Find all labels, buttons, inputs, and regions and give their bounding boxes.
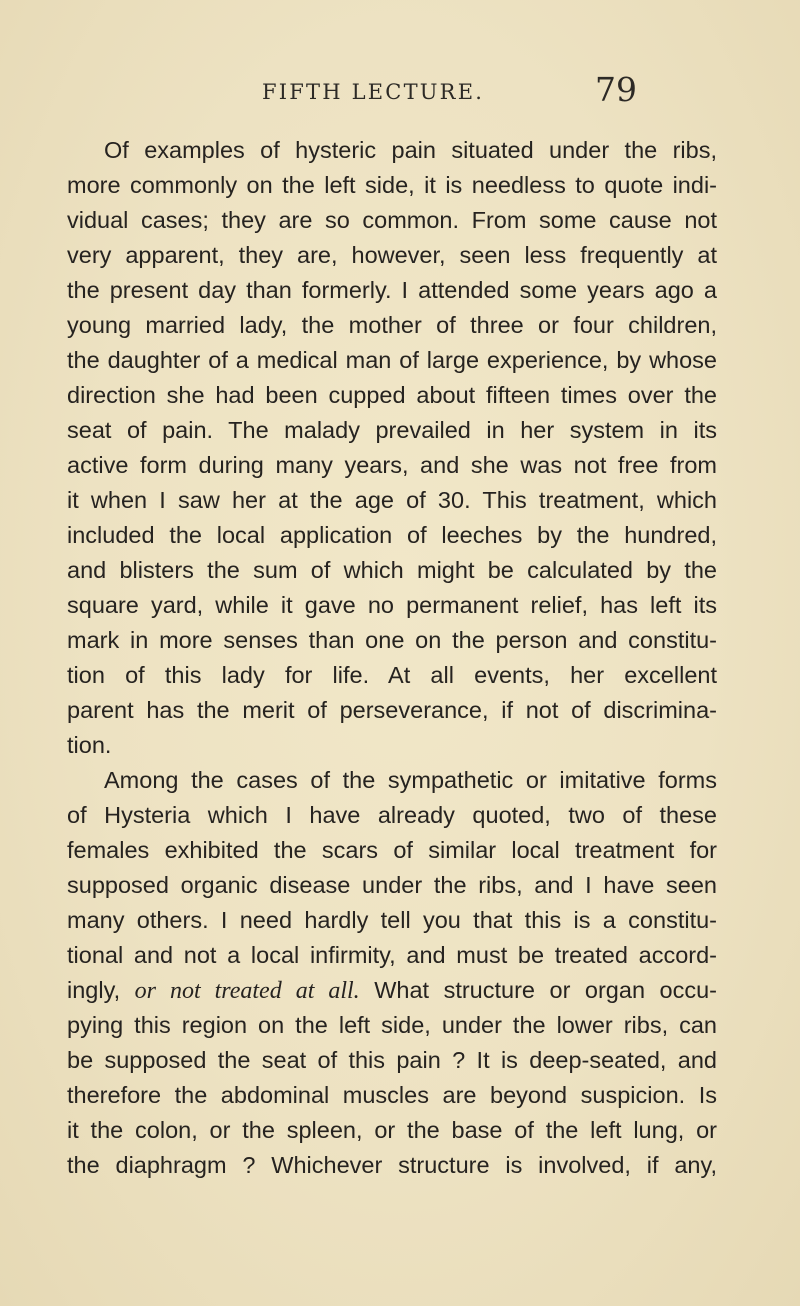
text-segment: ingly,	[67, 977, 135, 1003]
text-line: the daughter of a medical man of large experience, by whose	[67, 347, 717, 373]
page-header	[0, 70, 800, 116]
text-line: young married lady, the mother of three or four children,	[67, 312, 717, 338]
text-line: parent has the merit of perseverance, if not of discrimina-	[67, 697, 717, 723]
paragraph-1	[67, 133, 717, 763]
text-line: the diaphragm ? Whichever structure is involved, if any,	[67, 1152, 717, 1178]
text-line: direction she had been cupped about fifteen times over the	[67, 382, 717, 408]
text-line: active form during many years, and she was not free from	[67, 452, 717, 478]
text-line: therefore the abdominal muscles are beyond suspicion. Is	[67, 1082, 717, 1108]
text-line: tion of this lady for life. At all events, her excellent	[67, 662, 717, 688]
text-line: and blisters the sum of which might be calculated by the	[67, 557, 717, 583]
text-line: seat of pain. The malady prevailed in her system in its	[67, 417, 717, 443]
text-line: Among the cases of the sympathetic or imitative forms	[104, 767, 717, 793]
text-line: it the colon, or the spleen, or the base of the left lung, or	[67, 1117, 717, 1143]
page-number: 79	[595, 70, 637, 109]
italic-phrase: or not treated at all.	[134, 978, 360, 1004]
text-line: more commonly on the left side, it is needless to quote indi-	[67, 172, 717, 198]
text-line: tion.	[67, 732, 112, 758]
text-line: be supposed the seat of this pain ? It is deep-seated, and	[67, 1047, 717, 1073]
text-line: square yard, while it gave no permanent relief, has left its	[67, 592, 717, 618]
text-line: pying this region on the left side, under the lower ribs, can	[67, 1012, 717, 1038]
text-line: of Hysteria which I have already quoted, two of these	[67, 802, 717, 828]
text-line: mark in more senses than one on the person and constitu-	[67, 627, 717, 653]
text-line: supposed organic disease under the ribs, and I have seen	[67, 872, 717, 898]
text-line: females exhibited the scars of similar local treatment for	[67, 837, 717, 863]
text-line: very apparent, they are, however, seen less frequently at	[67, 242, 717, 268]
text-line: many others. I need hardly tell you that this is a constitu-	[67, 907, 717, 933]
body-text	[67, 133, 717, 1183]
text-line: included the local application of leeches by the hundred,	[67, 522, 717, 548]
text-line-with-italic	[67, 973, 717, 1008]
text-line: tional and not a local infirmity, and must be treated accord-	[67, 942, 717, 968]
text-line: the present day than formerly. I attended some years ago a	[67, 277, 717, 303]
text-line: Of examples of hysteric pain situated under the ribs,	[104, 137, 717, 163]
running-head: FIFTH LECTURE.	[262, 80, 485, 104]
text-line: vidual cases; they are so common. From some cause not	[67, 207, 717, 233]
text-segment: What structure or organ occu-	[359, 977, 717, 1003]
paragraph-2	[67, 763, 717, 1183]
text-line: it when I saw her at the age of 30. This treatment, which	[67, 487, 717, 513]
